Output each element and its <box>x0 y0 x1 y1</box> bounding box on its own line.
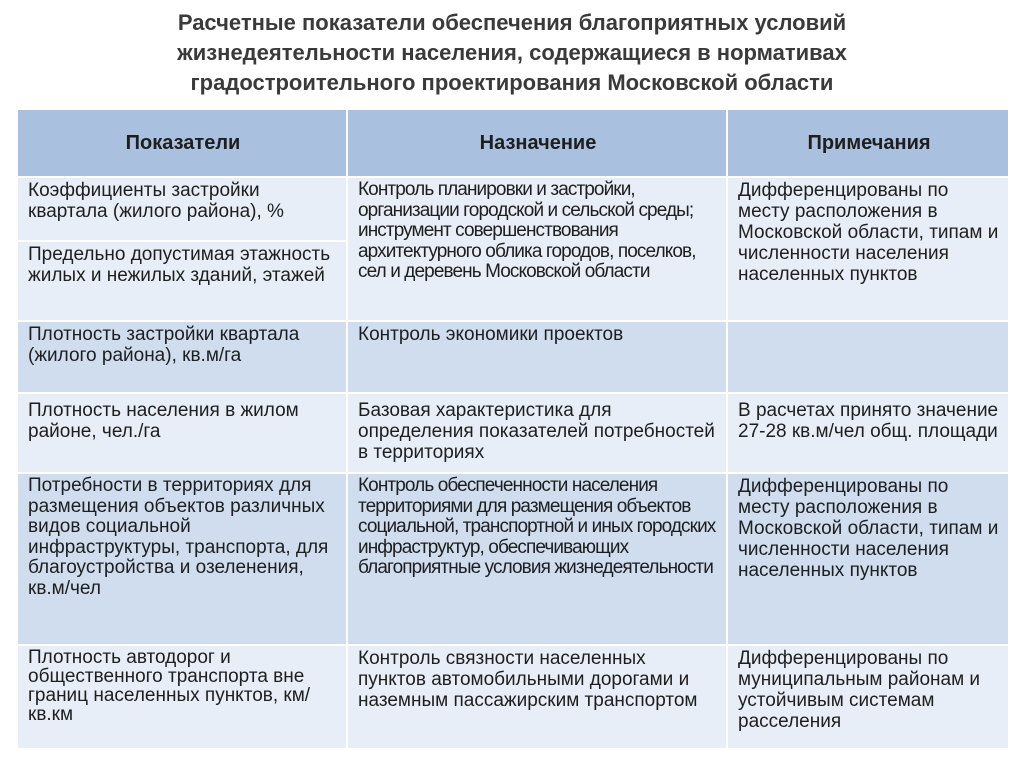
purpose-cell: Контроль связности населенных пунктов автомобильными дорогами и наземным пассажирским транспортом <box>347 645 727 749</box>
purpose-cell: Контроль экономики проектов <box>347 321 727 393</box>
title-line-2: жизнедеятельности населения, содержащиеся в нормативах <box>177 40 847 65</box>
column-header-indicators: Показатели <box>17 109 347 177</box>
table-row <box>17 645 1009 749</box>
indicators-table <box>16 108 1010 750</box>
table-header-row <box>17 109 1009 177</box>
table-row <box>17 321 1009 393</box>
note-cell: Дифференцированы по муниципальным районам и устойчивым системам расселения <box>727 645 1009 749</box>
indicator-cell: Плотность застройки квартала (жилого района), кв.м/га <box>17 321 347 393</box>
purpose-cell: Контроль обеспеченности населения территориями для размещения объектов социальной, транспортной и иных городских инфраструктур, обеспечивающих благоприятные условия жизнедеятельности <box>347 473 727 645</box>
page-title <box>20 8 1004 98</box>
note-cell: Дифференцированы по месту расположения в Московской области, типам и численности населения населенных пунктов <box>727 473 1009 645</box>
note-cell: В расчетах принято значение 27-28 кв.м/чел общ. площади <box>727 393 1009 473</box>
column-header-notes: Примечания <box>727 109 1009 177</box>
column-header-purpose: Назначение <box>347 109 727 177</box>
indicator-cell: Предельно допустимая этажность жилых и нежилых зданий, этажей <box>17 241 347 321</box>
indicator-cell: Плотность автодорог и общественного транспорта вне границ населенных пунктов, км/кв.км <box>17 645 347 749</box>
table-row <box>17 177 1009 241</box>
purpose-cell: Базовая характеристика для определения показателей потребностей в территориях <box>347 393 727 473</box>
indicator-cell: Потребности в территориях для размещения объектов различных видов социальной инфраструктуры, транспорта, для благоустройства и озеленения, кв.м/чел <box>17 473 347 645</box>
title-line-1: Расчетные показатели обеспечения благоприятных условий <box>177 10 847 35</box>
table-row <box>17 393 1009 473</box>
indicator-cell: Коэффициенты застройки квартала (жилого района), % <box>17 177 347 241</box>
table-row <box>17 473 1009 645</box>
note-cell <box>727 321 1009 393</box>
purpose-cell: Контроль планировки и застройки, организации городской и сельской среды; инструмент совершенствования архитектурного облика городов, поселков, сел и деревень Московской области <box>347 177 727 321</box>
note-cell: Дифференцированы по месту расположения в Московской области, типам и численности населения населенных пунктов <box>727 177 1009 321</box>
title-line-3: градостроительного проектирования Московской области <box>190 70 834 95</box>
indicator-cell: Плотность населения в жилом районе, чел./га <box>17 393 347 473</box>
